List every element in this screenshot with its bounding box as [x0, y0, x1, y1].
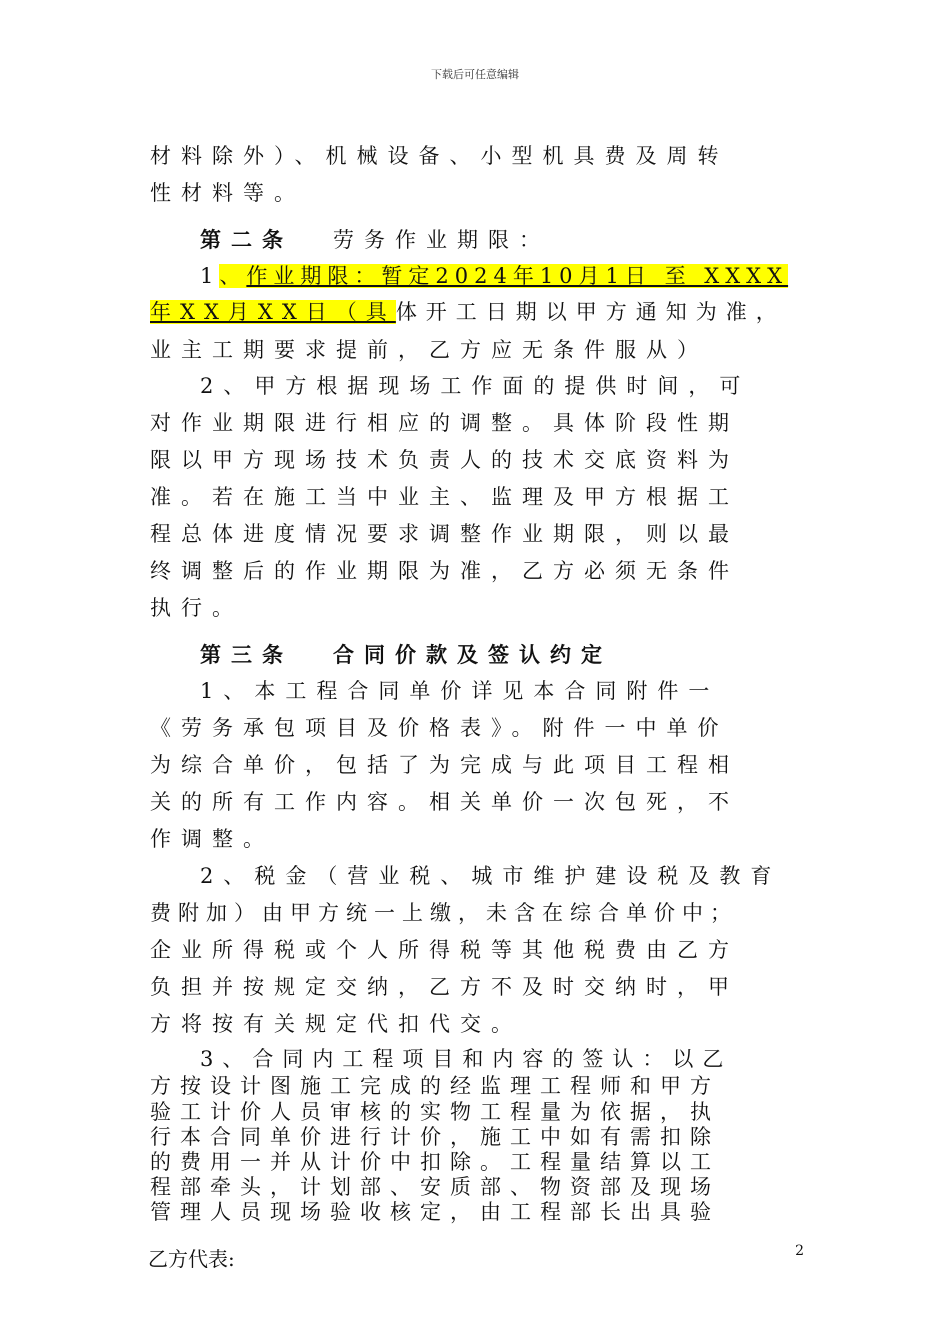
article-3-title: [200, 641, 612, 669]
representative-label: 乙方代表:: [148, 1247, 235, 1271]
text-line: 行本合同单价进行计价，施工中如有需扣除: [150, 1125, 720, 1149]
text-line: 业主工期要求提前，乙方应无条件服从）: [150, 338, 708, 362]
text-line: 管理人员现场验收核定，由工程部长出具验: [150, 1200, 720, 1224]
page-number: 2: [795, 1243, 804, 1259]
text-line: 企业所得税或个人所得税等其他税费由乙方: [150, 938, 739, 962]
term-line-1: [200, 262, 788, 290]
text-line: 方按设计图施工完成的经监理工程师和甲方: [150, 1074, 720, 1098]
text-line: 程部牵头，计划部、安质部、物资部及现场: [150, 1175, 720, 1199]
text-line: 费附加）由甲方统一上缴，未含在综合单价中；: [150, 901, 738, 925]
text-line: 限以甲方现场技术负责人的技术交底资料为: [150, 448, 739, 472]
text-line: 的费用一并从计价中扣除。工程量结算以工: [150, 1150, 720, 1174]
text-line: 终调整后的作业期限为准，乙方必须无条件: [150, 559, 739, 583]
article-2-title: [200, 226, 550, 254]
text-line: 2、甲方根据现场工作面的提供时间，可: [200, 374, 751, 398]
text-line: 作调整。: [150, 827, 274, 851]
text-line: 为综合单价，包括了为完成与此项目工程相: [150, 753, 739, 777]
text-line: 方将按有关规定代扣代交。: [150, 1012, 522, 1036]
term-line-2: [150, 298, 786, 326]
text-line: 2、税金（营业税、城市维护建设税及教育: [200, 864, 782, 888]
text-line: 执行。: [150, 596, 243, 620]
text-line: 负担并按规定交纳，乙方不及时交纳时，甲: [150, 975, 739, 999]
text-line: 关的所有工作内容。相关单价一次包死，不: [150, 790, 739, 814]
term-line-2-rest: 体开工日期以甲方通知为准，: [395, 300, 786, 324]
text-line: 材料除外）、机械设备、小型机具费及周转: [150, 144, 729, 168]
highlight-date: 年XX月XX日（具: [150, 300, 396, 324]
text-line: 程总体进度情况要求调整作业期限，则以最: [150, 522, 739, 546]
highlight-separator: 、: [219, 264, 247, 288]
article-2-number: 第二条: [200, 227, 293, 252]
text-line: 《劳务承包项目及价格表》。附件一中单价: [150, 716, 729, 740]
text-line: 3、合同内工程项目和内容的签认：以乙: [200, 1047, 733, 1071]
text-line: 对作业期限进行相应的调整。具体阶段性期: [150, 411, 739, 435]
article-3-number: 第三条: [200, 642, 293, 667]
article-2-subject: 劳务作业期限：: [333, 228, 550, 252]
highlight-period: 作业期限：暂定2024年10月1日 至 XXXX: [246, 264, 789, 288]
article-3-subject: 合同价款及签认约定: [333, 642, 612, 667]
text-line: 性材料等。: [150, 181, 305, 205]
term-number: 1: [200, 264, 220, 288]
text-line: 验工计价人员审核的实物工程量为依据，执: [150, 1100, 720, 1124]
text-line: 准。若在施工当中业主、监理及甲方根据工: [150, 485, 739, 509]
text-line: 1、本工程合同单价详见本合同附件一: [200, 679, 720, 703]
header-note: 下载后可任意编辑: [431, 68, 519, 81]
